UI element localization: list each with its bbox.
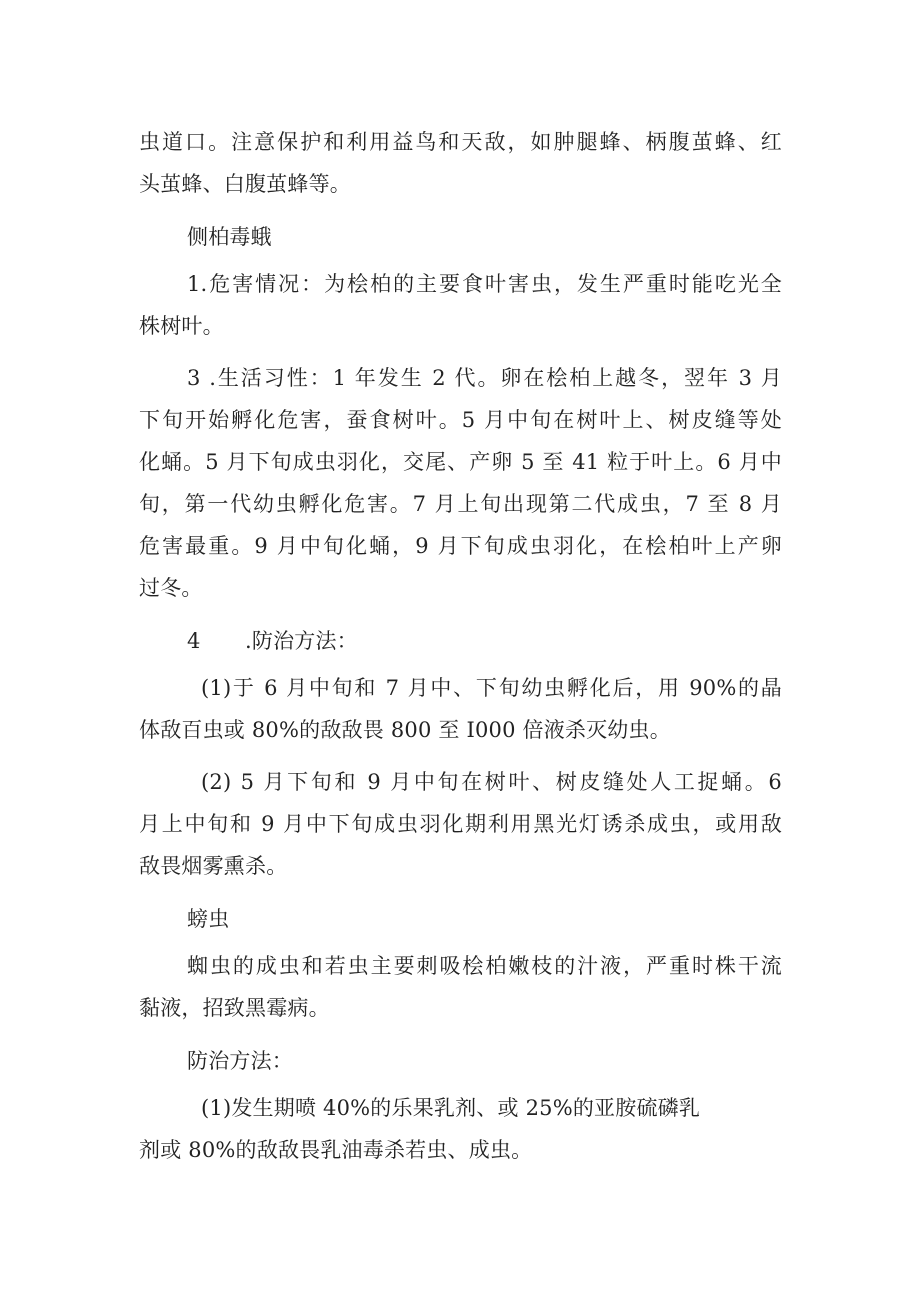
control-heading [187, 627, 358, 655]
aphid-control-1-line-2: 剂或 80%的敌敌畏乳油毒杀若虫、成虫。 [139, 1138, 533, 1162]
habit-line-3: 化蛹。5 月下旬成虫羽化，交尾、产卵 5 至 41 粒于叶上。6 月中 [139, 450, 782, 474]
habit-line-4: 旬，第一代幼虫孵化危害。7 月上旬出现第二代成虫，7 至 8 月 [139, 492, 782, 516]
aphid-control-1-line-1: (1)发生期喷 40%的乐果乳剂、或 25%的亚胺硫磷乳 [201, 1096, 701, 1120]
aphid-control-heading: 防治方法： [187, 1049, 293, 1073]
habit-line-6: 过冬。 [139, 576, 203, 600]
intro-line-1: 虫道口。注意保护和利用益鸟和天敌，如肿腿蜂、柄腹茧蜂、红 [139, 130, 782, 154]
habit-line-2: 下旬开始孵化危害，蚕食树叶。5 月中旬在树叶上、树皮缝等处 [139, 408, 782, 432]
heading-moth: 侧柏毒蛾 [187, 225, 272, 249]
intro-line-2: 头茧蜂、白腹茧蜂等。 [139, 172, 351, 196]
control-2-line-3: 敌畏烟雾熏杀。 [139, 854, 288, 878]
damage-line-2: 株树叶。 [139, 314, 224, 338]
habit-line-1: 3 .生活习性：1 年发生 2 代。卵在桧柏上越冬，翌年 3 月 [187, 366, 782, 390]
control-2-line-1: (2) 5 月下旬和 9 月中旬在树叶、树皮缝处人工捉蛹。6 [201, 770, 782, 794]
habit-line-5: 危害最重。9 月中旬化蛹，9 月下旬成虫羽化，在桧柏叶上产卵 [139, 534, 782, 558]
control-1-line-2: 体敌百虫或 80%的敌敌畏 800 至 I000 倍液杀灭幼虫。 [139, 718, 671, 742]
control-2-line-2: 月上中旬和 9 月中下旬成虫羽化期利用黑光灯诱杀成虫，或用敌 [139, 812, 782, 836]
control-title: .防治方法： [245, 629, 358, 653]
aphid-line-2: 黏液，招致黑霉病。 [139, 996, 330, 1020]
control-1-line-1: (1)于 6 月中旬和 7 月中、下旬幼虫孵化后，用 90%的晶 [201, 676, 782, 700]
heading-aphid: 螃虫 [187, 907, 230, 931]
control-number: 4 [187, 629, 201, 653]
damage-line-1: 1.危害情况：为桧柏的主要食叶害虫，发生严重时能吃光全 [187, 272, 782, 296]
aphid-line-1: 蜘虫的成虫和若虫主要刺吸桧柏嫩枝的汁液，严重时株干流 [187, 954, 782, 978]
